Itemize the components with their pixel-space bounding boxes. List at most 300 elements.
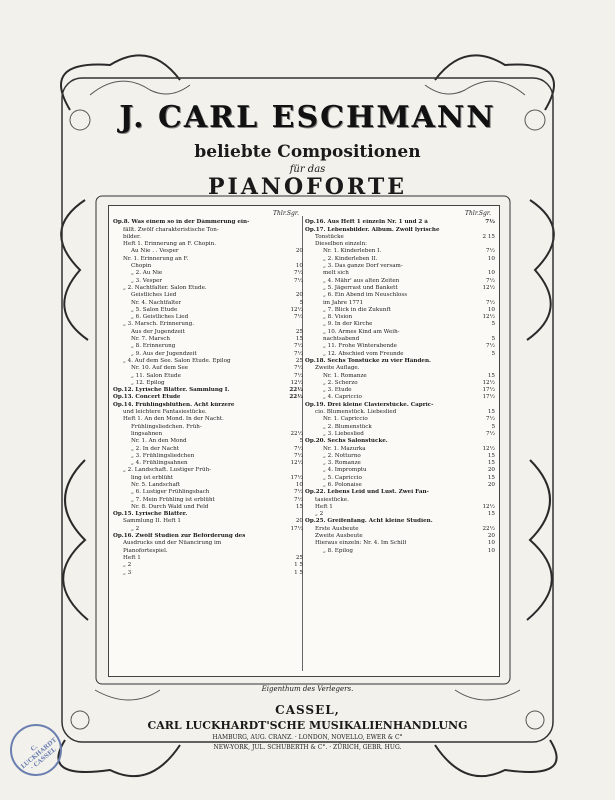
- entry-title: Op.22. Lebens Leid und Lust. Zwei Fan-: [305, 489, 429, 496]
- catalog-entry: [113, 526, 303, 533]
- catalog-entry: [305, 511, 495, 518]
- entry-title: Nr. 8. Durch Wald und Feld: [131, 503, 209, 510]
- entry-price: 10: [487, 255, 495, 262]
- for-the-label: für das: [289, 164, 326, 175]
- catalog-entry: [113, 219, 303, 226]
- entry-title: „ 8. Vision: [323, 314, 353, 321]
- entry-price: 22½: [289, 387, 303, 394]
- catalog-entry: [113, 278, 303, 285]
- catalog-entry: [113, 241, 303, 248]
- catalog-entry: [113, 570, 303, 577]
- catalog-entry: [305, 431, 495, 438]
- catalog-entry: [113, 300, 303, 307]
- entry-price: 7½: [294, 365, 303, 372]
- catalog-entry: [113, 416, 303, 423]
- entry-title: „ 9. In der Kirche: [323, 321, 373, 328]
- catalog-entry: [305, 321, 495, 328]
- entry-title: Au Nie . . Vesper: [131, 248, 179, 255]
- catalog-entry: [113, 373, 303, 380]
- entry-title: Heft 1. An den Mond. In der Nacht.: [123, 416, 224, 423]
- catalog-left-column: [113, 210, 303, 577]
- catalog-entry: [305, 424, 495, 431]
- catalog-entry: [305, 329, 495, 336]
- catalog-entry: [305, 234, 495, 241]
- entry-price: 10: [487, 306, 495, 313]
- entry-title: Op.16. Aus Heft 1 einzeln Nr. 1 und 2 à: [305, 219, 428, 226]
- catalog-entry: [305, 453, 495, 460]
- catalog-entry: [113, 424, 303, 431]
- entry-title: Nr. 10. Auf dem See: [131, 365, 189, 372]
- entry-price: 25: [295, 328, 303, 335]
- catalog-entry: [305, 336, 495, 343]
- entry-price: 7½: [294, 372, 303, 379]
- entry-price: [476, 241, 495, 248]
- catalog-entry: [305, 526, 495, 533]
- entry-title: cio. Blumenstück. Liebeslied: [315, 409, 397, 416]
- stamp-text: C. LUCKHARDT · CASSEL: [19, 736, 59, 772]
- entry-price: 17½: [290, 474, 303, 481]
- entry-price: 10: [295, 481, 303, 488]
- entry-price: 15: [487, 460, 495, 467]
- entry-title: „ 2. Au Nie: [131, 270, 163, 277]
- catalog-entry: [305, 351, 495, 358]
- entry-title: Op.13. Concert Etude: [113, 394, 181, 401]
- entry-price: 25: [295, 357, 303, 364]
- catalog-entry: [113, 409, 303, 416]
- entry-price: 22½: [289, 394, 303, 401]
- catalog-entry: [305, 394, 495, 401]
- catalog-entry: [305, 475, 495, 482]
- catalog-entry: [113, 533, 303, 540]
- entry-price: 15: [487, 452, 495, 459]
- entry-title: Op.25. Greifenfang. Acht kleine Studien.: [305, 518, 433, 525]
- catalog-entry: [305, 482, 495, 489]
- entry-title: Op.8. Was einem so in der Dämmerung ein-: [113, 219, 250, 226]
- entry-price: 15: [295, 503, 303, 510]
- publisher-city: CASSEL,: [275, 703, 340, 717]
- entry-price: 10: [295, 263, 303, 270]
- catalog-entry: [113, 256, 303, 263]
- entry-price: [476, 518, 495, 525]
- entry-price: 7½: [486, 343, 495, 350]
- entry-title: „ 2: [131, 525, 140, 532]
- catalog-entry: [305, 300, 495, 307]
- catalog-entry: [113, 475, 303, 482]
- entry-title: Op.17. Lebensbilder. Album. Zwölf lyrische: [305, 226, 440, 233]
- entry-title: Nr. 1. Mazurka: [323, 445, 366, 452]
- entry-price: 20: [295, 248, 303, 255]
- entry-price: [284, 234, 303, 241]
- entry-price: 17½: [482, 387, 495, 394]
- entry-title: Zweite Ausbeute: [315, 533, 363, 540]
- catalog-entry: [113, 343, 303, 350]
- entry-price: 7½: [486, 299, 495, 306]
- catalog-entry: [305, 497, 495, 504]
- entry-price: 1 5: [294, 569, 303, 576]
- catalog-entry: [305, 270, 495, 277]
- entry-price: 7½: [485, 219, 495, 226]
- catalog-entry: [305, 285, 495, 292]
- entry-title: „ 3. Marsch. Erinnerung.: [123, 321, 194, 328]
- catalog-entry: [305, 467, 495, 474]
- entry-price: 5: [491, 423, 495, 430]
- entry-price: 15: [487, 409, 495, 416]
- catalog-entry: [305, 358, 495, 365]
- entry-price: 7½: [486, 277, 495, 284]
- entry-price: 2 15: [482, 233, 495, 240]
- currency-header-left: Thlr.Sgr.: [273, 210, 299, 217]
- entry-title: „ 3. Vesper: [131, 277, 163, 284]
- entry-title: „ 6. Geistliches Lied: [131, 314, 189, 321]
- catalog-entry: [113, 351, 303, 358]
- catalog-entry: [113, 365, 303, 372]
- entry-title: Pianofortespiel.: [123, 547, 168, 554]
- entry-price: 7½: [486, 416, 495, 423]
- catalog-entry: [305, 402, 495, 409]
- entry-price: 7½: [294, 452, 303, 459]
- catalog-entry: [305, 533, 495, 540]
- entry-price: 12½: [290, 306, 303, 313]
- entry-title: Nr. 1. An den Mond: [131, 438, 187, 445]
- catalog-entry: [113, 438, 303, 445]
- entry-price: 20: [295, 518, 303, 525]
- entry-title: Nr. 5. Landschaft: [131, 481, 181, 488]
- catalog-entry: [113, 314, 303, 321]
- entry-title: „ 11. Salon Etude: [131, 372, 181, 379]
- entry-title: Op.19. Drei kleine Clavierstücke. Capric-: [305, 401, 434, 408]
- catalog-entry: [305, 219, 495, 226]
- entry-title: „ 8. Erinnerung: [131, 343, 176, 350]
- entry-price: 12½: [482, 445, 495, 452]
- agents-line-2: NEW-YORK, JUL. SCHUBERTH & C°. · ZÜRICH, GEBR. HUG.: [213, 744, 402, 751]
- entry-title: „ 5. Capriccio: [323, 474, 362, 481]
- catalog-entry: [305, 489, 495, 496]
- entry-title: Hieraus einzeln: Nr. 4. Im Schilf: [315, 540, 407, 547]
- catalog-entry: [113, 227, 303, 234]
- entry-price: 7½: [294, 489, 303, 496]
- currency-header-right: Thlr.Sgr.: [465, 210, 491, 217]
- entry-price: 20: [487, 467, 495, 474]
- catalog-right-column: [305, 210, 495, 555]
- entry-price: 5: [491, 336, 495, 343]
- entry-price: 22½: [482, 525, 495, 532]
- entry-title: Aus der Jugendzeit: [131, 328, 185, 335]
- entry-title: Chopin: [131, 263, 152, 270]
- entry-title: „ 4. Mähr' aus alten Zeiten: [323, 277, 400, 284]
- entry-title: Zweite Auflage.: [315, 365, 360, 372]
- catalog-entry: [305, 292, 495, 299]
- catalog-entry: [113, 511, 303, 518]
- entry-title: bilder.: [123, 233, 141, 240]
- catalog-entry: [305, 307, 495, 314]
- entry-title: nachtsabend: [323, 336, 360, 343]
- entry-title: „ 2. Nachtfalter. Salon Etude.: [123, 284, 207, 291]
- entry-title: Nr. 1. Erinnerung an F.: [123, 255, 189, 262]
- entry-price: 12½: [482, 314, 495, 321]
- entry-title: „ 2: [315, 511, 324, 518]
- catalog-entry: [113, 380, 303, 387]
- instrument-title: PIANOFORTE: [208, 174, 407, 200]
- catalog-entry: [113, 446, 303, 453]
- catalog-entry: [113, 548, 303, 555]
- publisher-footer: [0, 685, 615, 752]
- entry-price: [284, 409, 303, 416]
- entry-title: Op.12. Lyrische Blätter. Sammlung I.: [113, 387, 230, 394]
- entry-title: Nr. 1. Romanze: [323, 372, 367, 379]
- catalog-entry: [305, 263, 495, 270]
- entry-price: [476, 263, 495, 270]
- entry-title: „ 2. Blumenstück: [323, 423, 372, 430]
- entry-price: 12½: [290, 379, 303, 386]
- entry-title: „ 6. Polonaise: [323, 481, 362, 488]
- entry-title: Nr. 1. Capriccio: [323, 416, 368, 423]
- catalog-entry: [305, 504, 495, 511]
- entry-title: „ 8. Epilog: [323, 547, 353, 554]
- catalog-entry: [305, 460, 495, 467]
- entry-title: Op.18. Sechs Tonstücke zu vier Händen.: [305, 357, 431, 364]
- entry-price: [284, 467, 303, 474]
- entry-title: Frühlingsliedchen. Früh-: [131, 423, 202, 430]
- catalog-entry: [305, 256, 495, 263]
- entry-title: „ 12. Abschied vom Freunde: [323, 350, 404, 357]
- entry-title: Erste Ausbeute: [315, 525, 359, 532]
- entry-price: 7½: [486, 248, 495, 255]
- entry-price: [284, 321, 303, 328]
- entry-price: 17½: [482, 394, 495, 401]
- entry-price: [476, 227, 495, 234]
- catalog-entry: [113, 467, 303, 474]
- catalog-entry: [305, 446, 495, 453]
- subtitle: beliebte Compositionen: [194, 142, 421, 162]
- catalog-entry: [113, 387, 303, 394]
- catalog-entry: [305, 540, 495, 547]
- catalog-entry: [305, 227, 495, 234]
- catalog-entry: [305, 241, 495, 248]
- catalog-entry: [113, 562, 303, 569]
- entry-price: 12½: [482, 503, 495, 510]
- entry-title: Op.15. Lyrische Blätter.: [113, 511, 188, 518]
- entry-price: 12½: [482, 379, 495, 386]
- catalog-entry: [113, 497, 303, 504]
- entry-price: [284, 416, 303, 423]
- entry-price: [476, 438, 495, 445]
- entry-price: 5: [491, 321, 495, 328]
- entry-price: [476, 329, 495, 336]
- entry-price: 10: [487, 547, 495, 554]
- entry-title: tasiestücke.: [315, 496, 349, 503]
- catalog-entry: [113, 263, 303, 270]
- catalog-entry: [113, 504, 303, 511]
- catalog-entry: [305, 380, 495, 387]
- entry-title: „ 6. Lustiger Frühlingsbach: [131, 489, 210, 496]
- catalog-entry: [305, 278, 495, 285]
- entry-price: 15: [295, 336, 303, 343]
- property-note: Eigenthum des Verlegers.: [261, 685, 354, 693]
- entry-title: „ 10. Armes Kind am Weih-: [323, 328, 400, 335]
- catalog-entry: [113, 234, 303, 241]
- entry-title: Nr. 1. Kinderleben I.: [323, 248, 382, 255]
- catalog-entry: [305, 387, 495, 394]
- entry-title: Op.16. Zwölf Studien zur Beförderung des: [113, 533, 246, 540]
- catalog-entry: [113, 518, 303, 525]
- entry-price: 15: [487, 372, 495, 379]
- entry-price: [476, 358, 495, 365]
- entry-title: „ 12. Epilog: [131, 379, 165, 386]
- catalog-entry: [113, 431, 303, 438]
- entry-price: [284, 533, 303, 540]
- entry-price: 15: [487, 474, 495, 481]
- entry-price: [476, 489, 495, 496]
- entry-price: 7½: [294, 314, 303, 321]
- entry-title: ling ist erblüht: [131, 474, 174, 481]
- entry-title: Heft 1. Erinnerung an F. Chopin.: [123, 241, 216, 248]
- entry-title: „ 7. Blick in die Zukunft: [323, 306, 391, 313]
- entry-price: 17½: [290, 525, 303, 532]
- entry-title: Sammlung II. Heft 1: [123, 518, 181, 525]
- entry-title: „ 3. Das ganze Dorf versam-: [323, 263, 403, 270]
- entry-price: 25: [295, 554, 303, 561]
- catalog-entry: [113, 358, 303, 365]
- catalog-entry: [305, 343, 495, 350]
- entry-title: Nr. 7. Marsch: [131, 336, 170, 343]
- entry-title: „ 4. Capriccio: [323, 394, 362, 401]
- entry-price: 7½: [294, 343, 303, 350]
- entry-price: [284, 219, 303, 226]
- entry-price: 5: [299, 438, 303, 445]
- entry-title: „ 3: [123, 569, 132, 576]
- entry-title: Nr. 4. Nachtfalter: [131, 299, 182, 306]
- entry-title: Heft 1: [315, 503, 333, 510]
- entry-price: 22½: [290, 430, 303, 437]
- entry-title: fällt. Zwölf charakteristische Ton-: [123, 226, 219, 233]
- entry-title: „ 5. Jägerrast und Bankett: [323, 284, 398, 291]
- entry-price: [284, 227, 303, 234]
- entry-price: 5: [491, 350, 495, 357]
- entry-title: „ 2. Notturno: [323, 452, 361, 459]
- entry-price: 20: [487, 481, 495, 488]
- entry-title: und leichtere Fantasiestücke.: [123, 409, 207, 416]
- entry-price: [284, 511, 303, 518]
- catalog-entry: [305, 416, 495, 423]
- entry-price: 7½: [486, 430, 495, 437]
- catalog-entry: [113, 394, 303, 401]
- entry-title: Ausdrucks und der Nüancirung im: [123, 540, 222, 547]
- entry-price: 10: [487, 540, 495, 547]
- entry-title: „ 3. Romanze: [323, 460, 361, 467]
- catalog-entry: [113, 292, 303, 299]
- catalog-entry: [113, 453, 303, 460]
- entry-title: „ 2. Landschaft. Lustiger Früh-: [123, 467, 212, 474]
- entry-title: „ 4. Impromptu: [323, 467, 367, 474]
- catalog-entry: [305, 548, 495, 555]
- entry-price: [284, 402, 303, 409]
- entry-title: Op.20. Sechs Salonstücke.: [305, 438, 388, 445]
- entry-price: [476, 292, 495, 299]
- catalog-entry: [305, 365, 495, 372]
- entry-price: [284, 241, 303, 248]
- entry-price: [284, 424, 303, 431]
- entry-price: 7½: [294, 350, 303, 357]
- entry-price: 20: [295, 292, 303, 299]
- entry-title: Geistliches Lied: [131, 292, 177, 299]
- entry-title: „ 7. Mein Frühling ist erblüht: [131, 496, 215, 503]
- entry-price: [476, 497, 495, 504]
- catalog-entry: [305, 438, 495, 445]
- catalog-entry: [113, 321, 303, 328]
- catalog-entry: [113, 336, 303, 343]
- entry-price: 10: [487, 270, 495, 277]
- entry-title: „ 4. Frühlingsahnen: [131, 460, 188, 467]
- publisher-name: CARL LUCKHARDT'SCHE MUSIKALIENHANDLUNG: [147, 719, 468, 732]
- catalog-entry: [113, 460, 303, 467]
- entry-price: 12½: [482, 284, 495, 291]
- catalog-entry: [113, 329, 303, 336]
- entry-title: Op.14. Frühlingsblüthen. Acht kürzere: [113, 401, 235, 408]
- catalog-entry: [113, 555, 303, 562]
- entry-title: „ 2. Scherzo: [323, 379, 358, 386]
- entry-price: 7½: [294, 270, 303, 277]
- entry-price: 15: [487, 511, 495, 518]
- entry-price: [284, 285, 303, 292]
- entry-price: [476, 365, 495, 372]
- entry-title: melt sich: [323, 270, 349, 277]
- catalog-entry: [113, 540, 303, 547]
- catalog-entry: [113, 270, 303, 277]
- entry-title: „ 3. Frühlingsliedchen: [131, 452, 195, 459]
- catalog-entry: [113, 489, 303, 496]
- entry-title: lingsahnen: [131, 430, 163, 437]
- entry-title: Heft 1: [123, 554, 141, 561]
- entry-title: „ 5. Salon Etude: [131, 306, 178, 313]
- catalog-entry: [113, 248, 303, 255]
- entry-title: „ 6. Ein Abend im Neuschloss: [323, 292, 408, 299]
- entry-title: „ 11. Frohe Winterabende: [323, 343, 397, 350]
- entry-title: „ 9. Aus der Jugendzeit: [131, 350, 197, 357]
- catalog-entry: [305, 248, 495, 255]
- entry-price: 20: [487, 533, 495, 540]
- entry-title: „ 4. Auf dem See. Salon Etude. Epilog: [123, 357, 231, 364]
- entry-title: „ 2. Kinderleben II.: [323, 255, 378, 262]
- catalog-entry: [113, 285, 303, 292]
- entry-title: Dieselben einzeln:: [315, 241, 368, 248]
- entry-price: 7½: [294, 496, 303, 503]
- entry-price: 7½: [294, 277, 303, 284]
- catalog-entry: [113, 482, 303, 489]
- entry-title: im Jahre 1771: [323, 299, 364, 306]
- catalog-entry: [113, 402, 303, 409]
- entry-title: „ 3. Liebeslied: [323, 430, 364, 437]
- entry-price: 7½: [294, 445, 303, 452]
- catalog-entry: [305, 518, 495, 525]
- catalog-entry: [305, 373, 495, 380]
- entry-price: [284, 540, 303, 547]
- catalog-entry: [305, 409, 495, 416]
- entry-price: [284, 256, 303, 263]
- catalog-panel: [108, 205, 500, 677]
- entry-price: 1 5: [294, 562, 303, 569]
- entry-price: [476, 402, 495, 409]
- entry-price: [284, 548, 303, 555]
- entry-title: „ 3. Etude: [323, 387, 352, 394]
- entry-price: 12½: [290, 460, 303, 467]
- catalog-entry: [113, 307, 303, 314]
- catalog-entry: [305, 314, 495, 321]
- entry-price: 5: [299, 299, 303, 306]
- composer-name: J. CARL ESCHMANN: [119, 100, 496, 135]
- entry-title: „ 2: [123, 562, 132, 569]
- entry-title: „ 2. In der Nacht: [131, 445, 179, 452]
- agents-line-1: HAMBURG, AUG. CRANZ. · LONDON, NOVELLO, EWER & C°: [212, 734, 403, 741]
